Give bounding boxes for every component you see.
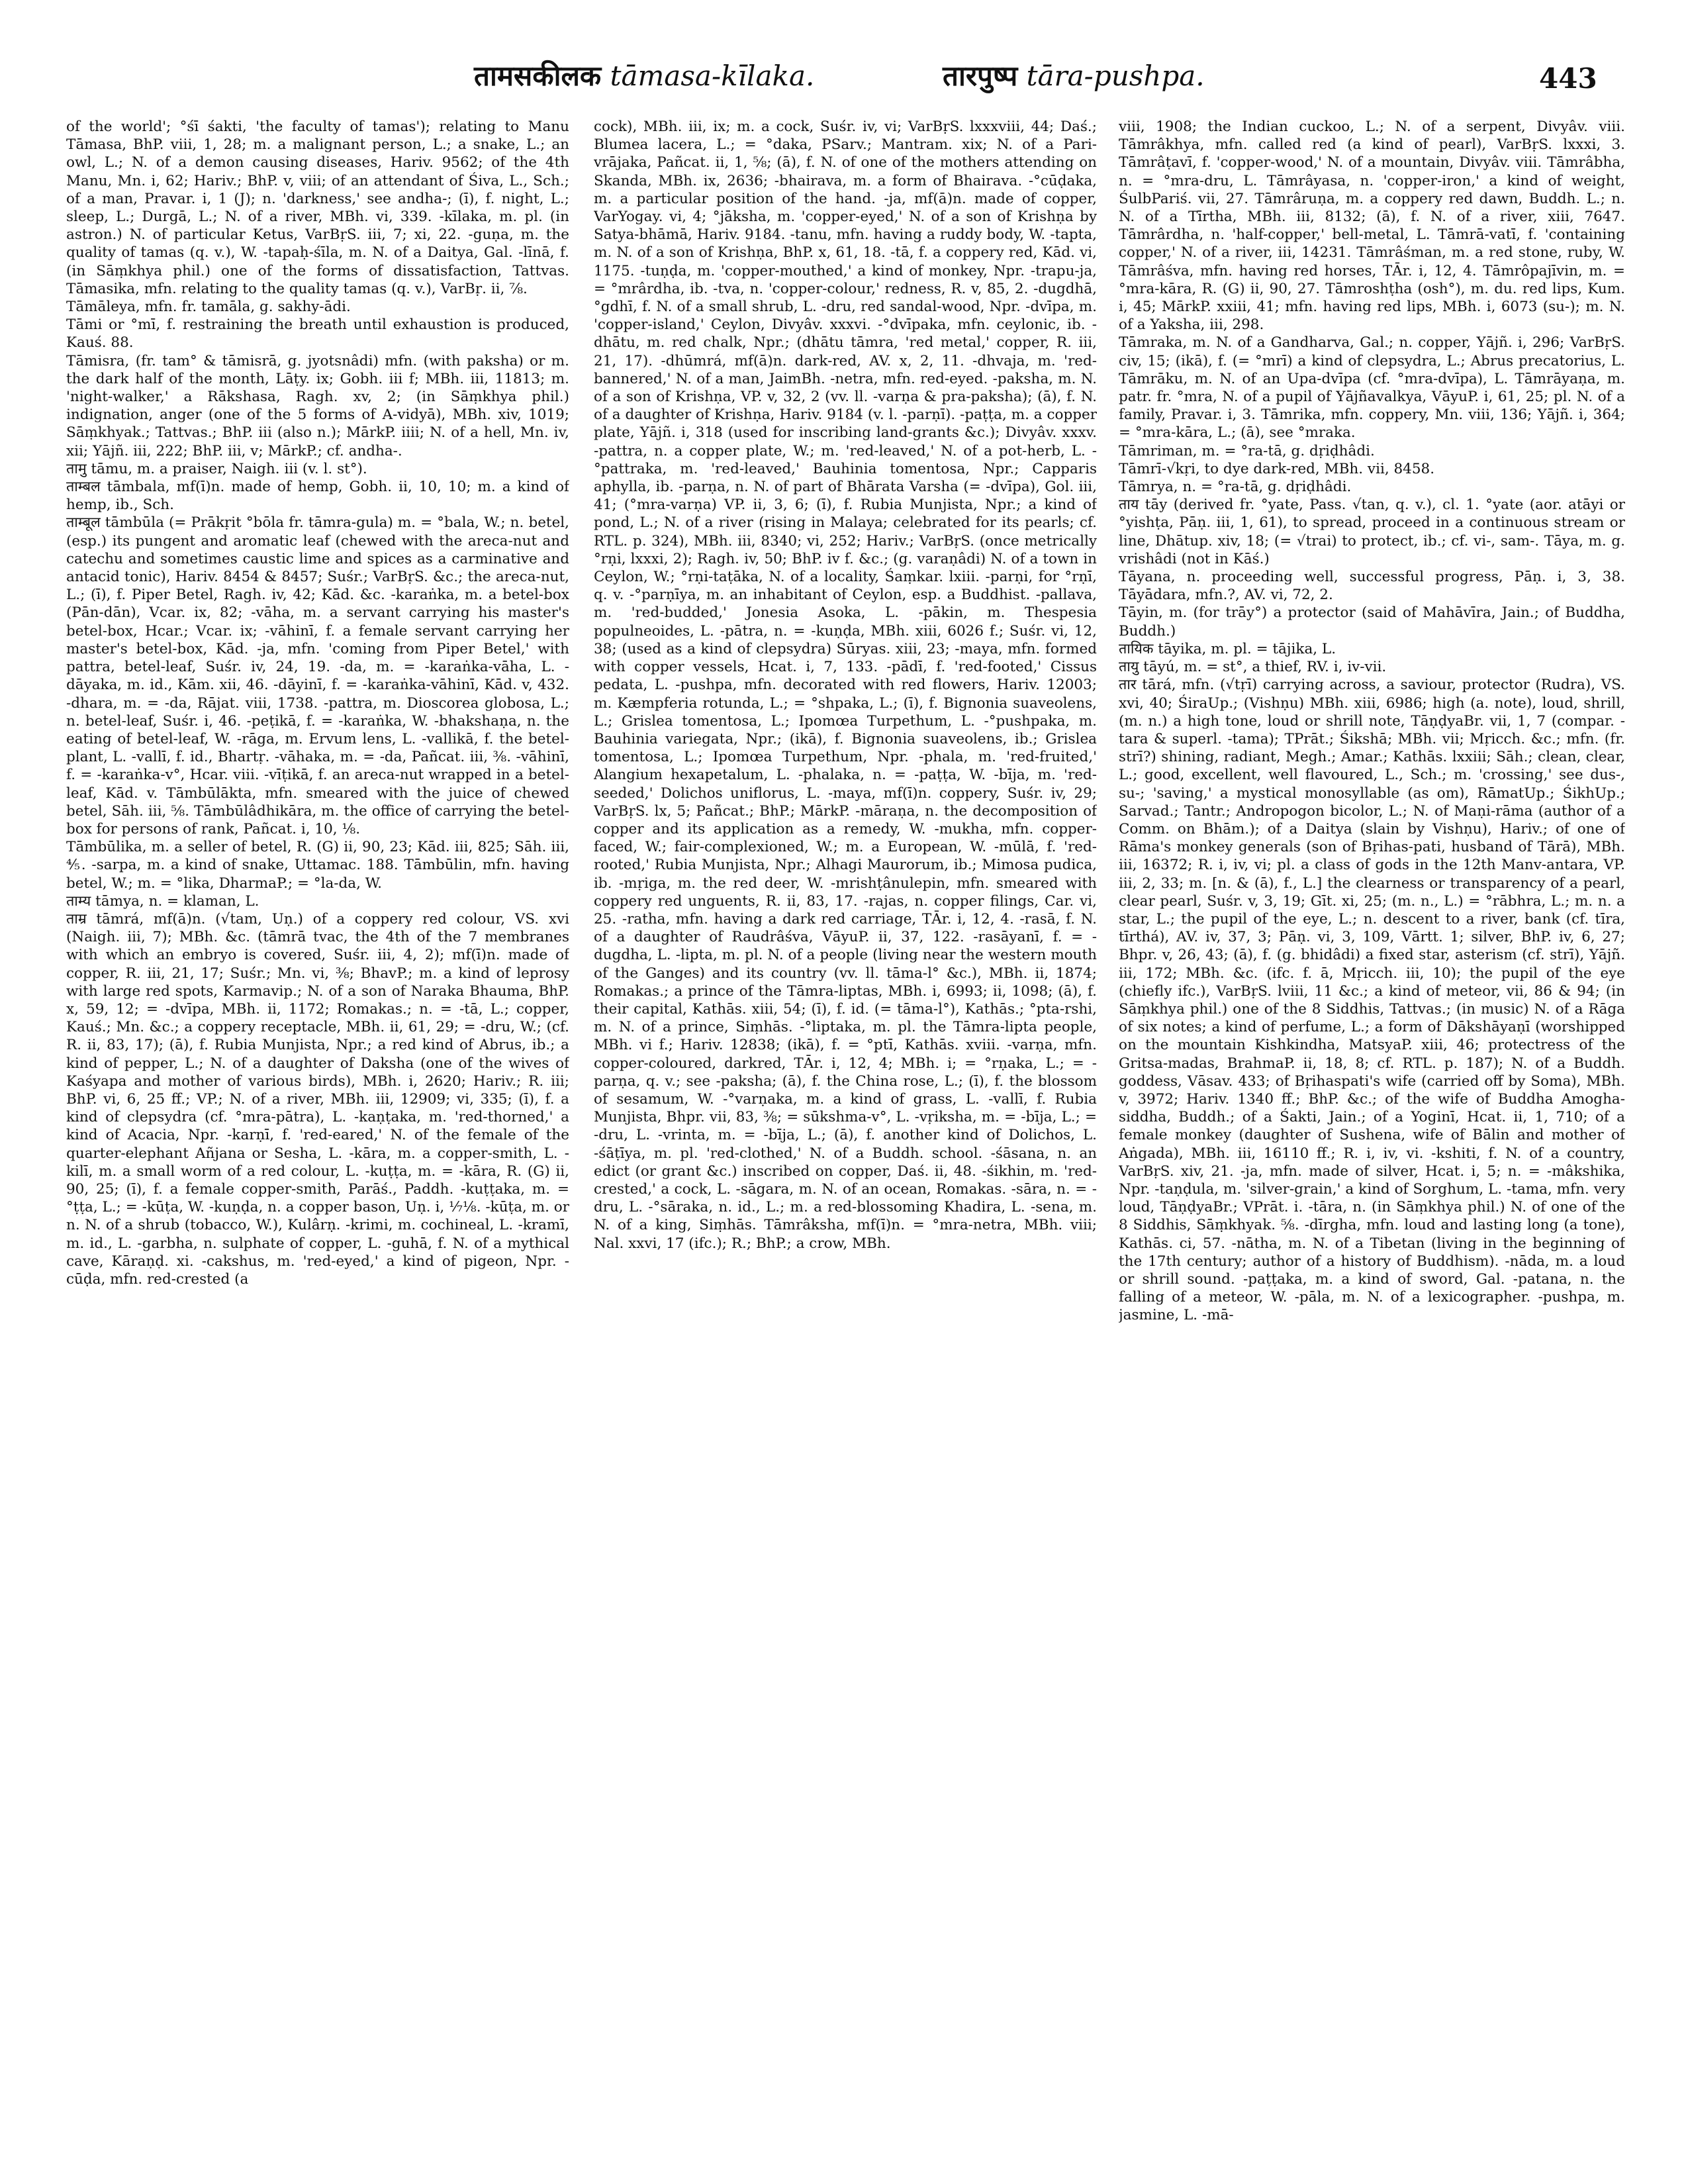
dictionary-entry: Tāyin, m. (for trāy°) a protector (said of Mahāvīra, Jain.; of Buddha, Buddh.) [1119, 604, 1625, 640]
header-left-devanagari: तामसकीलक [474, 60, 602, 92]
dictionary-entry: Tāmbūlika, m. a seller of betel, R. (G) ii, 90, 23; Kād. iii, 825; Sāh. iii, ⅘. -sarpa, m. a kind of snake, Uttamac. 188. Tāmbūlin, mfn. having betel, W.; m. = °lika, DharmaP.; = °la-da, W. [66, 839, 569, 892]
dictionary-entry: ताय tāy (derived fr. °yate, Pass. √tan, q. v.), cl. 1. °yate (aor. atāyi or °yishṭa, Pāṇ. iii, 1, 61), to spread, proceed in a continuous stream or line, Dhātup. xiv, 18; (= √trai) to protect, ib.; cf. vi-, sam-. Tāya, m. g. vrishâdi (not in Kāś.) [1119, 497, 1625, 567]
dictionary-entry: ताम्र tāmrá, mf(ā)n. (√tam, Uṇ.) of a coppery red colour, VS. xvi (Naigh. iii, 7); MBh. &c. (tāmrā tvac, the 4th of the 7 membranes with which an embryo is covered, Suśr. iii, 4, 2); mf(ī)n. made of copper, R. iii, 21, 17; Suśr.; Mn. vi, ⅜; BhavP.; m. a kind of leprosy with large red spots, Karmavip.; N. of a son of Naraka Bhauma, BhP. x, 59, 12; = -dvīpa, MBh. ii, 1172; Romakas.; n. = -tā, L.; copper, Kauś.; Mn. &c.; a coppery receptacle, MBh. ii, 61, 29; = -dru, W.; (cf. R. ii, 83, 17); (ā), f. Rubia Munjista, Npr.; a red kind of Abrus, ib.; a kind of pepper, L.; N. of a daughter of Daksha (one of the wives of Kaśyapa and mother of various birds), MBh. i, 2620; Hariv.; R. iii; BhP. vi, 6, 25 ff.; VP.; N. of a river, MBh. iii, 12909; vi, 335; (ī), f. a kind of clepsydra (cf. °mra-pātra), L. -kaṇṭaka, m. 'red-thorned,' a kind of Acacia, Npr. -karṇī, f. 'red-eared,' N. of the female of the quarter-elephant Añjana or Sesha, L. -kāra, m. a copper-smith, L. -kilī, m. a small worm of a red colour, L. -kuṭṭa, m. = -kāra, R. (G) ii, 90, 25; (ī), f. a female copper-smith, Parāś., Paddh. -kuṭṭaka, m. = °ṭṭa, L.; = -kūṭa, W. -kuṇḍa, n. a copper bason, Uṇ. i, ⅐⅛. -kūṭa, m. or n. N. of a shrub (tobacco, W.), Kulârṇ. -krimi, m. cochineal, L. -kramī, m. id., L. -garbha, n. sulphate of copper, L. -guhā, f. N. of a mythical cave, Kāraṇḍ. xi. -cakshus, m. 'red-eyed,' a kind of pigeon, Npr. -cūḍa, mfn. red-crested (a [66, 910, 569, 1288]
dictionary-entry: Tāmrya, n. = °ra-tā, g. dṛiḍhâdi. [1119, 479, 1352, 496]
dictionary-entry: ताम्बल tāmbala, mf(ī)n. made of hemp, Gobh. ii, 10, 10; m. a kind of hemp, ib., Sch. [66, 479, 569, 514]
dictionary-entry: ताम्बूल tāmbūla (= Prākṛit °bōla fr. tāmra-gula) m. = °bala, W.; n. betel, (esp.) its pungent and aromatic leaf (chewed with the areca-nut and catechu and sometimes caustic lime and spices as a carminative and antacid tonic), Hariv. 8454 & 8457; Suśr.; VarBṛS. &c.; the areca-nut, L.; (ī), f. Piper Betel, Ragh. iv, 42; Kād. &c. -karaṅka, m. a betel-box (Pān-dān), Vcar. ix, 82; -vāha, m. a servant carrying his master's betel-box, Hcar.; Vcar. ix; -vāhinī, f. a female servant carrying her master's betel-box, Kād. -ja, mfn. 'coming from Piper Betel,' with pattra, betel-leaf, Suśr. iv, 24, 19. -da, m. = -karaṅka-vāha, L. -dāyaka, m. id., Kām. xii, 46. -dāyinī, f. = -karaṅka-vāhinī, Kād. v, 432. -dhara, m. = -da, Rājat. viii, 1738. -pattra, m. Dioscorea globosa, L.; n. betel-leaf, Suśr. i, 46. -peṭikā, f. = -karaṅka, W. -bhakshaṇa, n. the eating of betel-leaf, W. -rāga, m. Ervum lens, L. -vallikā, f. the betel-plant, L. -vallī, f. id., Bhartṛ. -vāhaka, m. = -da, Pañcat. iii, ⅜. -vāhinī, f. = -karaṅka-v°, Hcar. viii. -vīṭikā, f. an areca-nut wrapped in a betel-leaf, Kād. v. Tāmbūlākta, mfn. smeared with the juice of chewed betel, Sāh. iii, ⅝. Tāmbūlâdhikāra, m. the office of carrying the betel-box for persons of rank, Pañcat. i, 10, ⅛. [66, 514, 569, 837]
dictionary-entry: ताम्य tāmya, n. = klaman, L. [66, 892, 259, 910]
dictionary-entry: Tāmrī-√kṛi, to dye dark-red, MBh. vii, 8458. [1119, 460, 1435, 477]
dictionary-entry: of the world'; °śī śakti, 'the faculty of tamas'); relating to Manu Tāmasa, BhP. viii, 1, 28; m. a malignant person, L.; a snake, L.; an owl, L.; N. of a demon causing diseases, Hariv. 9562; of the 4th Manu, Mn. i, 62; Hariv.; BhP. v, viii; of an attendant of Śiva, L., Sch.; of a man, Pravar. i, 1 (J); n. 'darkness,' see andha-; (ī), f. night, L.; sleep, L.; Durgā, L.; N. of a river, MBh. vi, 339. -kīlaka, m. pl. (in astron.) N. of particular Ketus, VarBṛS. iii, 7; xi, 22. -guṇa, m. the quality of tamas (q. v.), W. -tapaḥ-śīla, m. N. of a Daitya, Gal. -līnā, f. (in Sāṃkhya phil.) one of the forms of dissatisfaction, Tattvas. Tāmasika, mfn. relating to the quality tamas (q. v.), VarBṛ. ii, ⅞. [66, 119, 569, 297]
dictionary-entry: तायु tāyú, m. = st°, a thief, RV. i, iv-vii. [1119, 659, 1387, 676]
dictionary-entry: तायिक tāyika, m. pl. = tājika, L. [1119, 640, 1336, 657]
dictionary-entry: तार tārá, mfn. (√tṛī) carrying across, a saviour, protector (Rudra), VS. xvi, 40; ŚiraUp.; (Vishṇu) MBh. xiii, 6986; high (a. note), loud, shrill, (m. n.) a high tone, loud or shrill note, TāṇḍyaBr. vii, 1, 7 (compar. -tara & superl. -tama); TPrāt.; Śikshā; MBh. vii; Mṛicch. &c.; mfn. (fr. strī?) shining, radiant, Megh.; Amar.; Kathās. lxxiii; Sāh.; clean, clear, L.; good, excellent, well flavoured, L., Sch.; m. 'crossing,' see dus-, su-; 'saving,' a mystical monosyllable (as om), RāmatUp.; ŚikhUp.; Sarvad.; Tantr.; Andropogon bicolor, L.; N. of Maṇi-rāma (author of a Comm. on Bhām.); of a Daitya (slain by Vishṇu), Hariv.; of one of Rāma's monkey generals (son of Bṛihas-pati, husband of Tārā), MBh. iii, 16372; R. i, iv, vi; pl. a class of gods in the 12th Manv-antara, VP. iii, 2, 33; m. [n. & (ā), f., L.] the clearness or transparency of a pearl, clear pearl, Suśr. v, 3, 19; Gīt. xi, 25; (m. n., L.) = °rābhra, L.; m. n. a star, L.; the pupil of the eye, L.; n. descent to a river, bank (cf. tīra, tīrthá), AV. iv, 37, 3; Pāṇ. vi, 3, 109, Vārtt. 1; silver, BhP. iv, 6, 27; Bhpr. v, 26, 43; (ā), f. (g. bhidâdi) a fixed star, asterism (cf. strī), Yājñ. iii, 172; MBh. &c. (ifc. f. ā, Mṛicch. iii, 10); the pupil of the eye (chiefly ifc.), VarBṛS. lviii, 11 &c.; a kind of meteor, vii, 86 & 94; (in Sāṃkhya phil.) one of the 8 Siddhis, Tattvas.; (in music) N. of a Rāga of six notes; a kind of perfume, L.; a form of Dākshāyaṇī (worshipped on the mountain Kishkindha, MatsyaP. xiii, 46; protectress of the Gritsa-madas, BrahmaP. ii, 18, 8; cf. RTL. p. 187); N. of a Buddh. goddess, Vāsav. 433; of Bṛihaspati's wife (carried off by Soma), MBh. v, 3972; Hariv. 1340 ff.; BhP. &c.; of the wife of Buddha Amogha-siddha, Buddh.; of a Śakti, Jain.; of a Yoginī, Hcat. ii, 1, 710; of a female monkey (daughter of Sushena, wife of Bālin and mother of Aṅgada), MBh. iii, 16110 ff.; R. i, iv, vi. -kshiti, f. N. of a country, VarBṛS. xiv, 21. -ja, mfn. made of silver, Hcat. i, 5; n. = -mâkshika, Npr. -taṇḍula, m. 'silver-grain,' a kind of Sorghum, L. -tama, mfn. very loud, TāṇḍyaBr.; VPrāt. i. -tāra, n. (in Sāṃkhya phil.) N. of one of the 8 Siddhis, Sāṃkhyak. ⅝. -dīrgha, mfn. loud and lasting long (a tone), Kathās. ci, 57. -nātha, m. N. of a Tibetan (living in the beginning of the 17th century; author of a history of Buddhism). -nāda, m. a loud or shrill sound. -paṭṭaka, m. a kind of sword, Gal. -patana, n. the falling of a meteor, W. -pāla, m. N. of a lexicographer. -pushpa, m. jasmine, L. -mā- [1119, 677, 1625, 1324]
page-number: 443 [1539, 62, 1597, 95]
header-right-translit: tāra-pushpa. [1026, 60, 1205, 92]
column-2 [594, 118, 1097, 2157]
dictionary-entry: Tāmisra, (fr. tam° & tāmisrā, g. jyotsnâdi) mfn. (with paksha) or m. the dark half of the month, Lāṭy. ix; Gobh. iii f; MBh. iii, 11813; m. 'night-walker,' a Rākshasa, Ragh. xv, 2; (in Sāṃkhya phil.) indignation, anger (one of the 5 forms of A-vidyā), MBh. xiv, 1019; Sāṃkhyak.; Tattvas.; BhP. iii (also n.); MārkP. iiii; N. of a hell, Mn. iv, xii; Yājñ. iii, 222; BhP. iii, v; MārkP.; cf. andha-. [66, 352, 569, 459]
dictionary-entry: cock), MBh. iii, ix; m. a cock, Suśr. iv, vi; VarBṛS. lxxxviii, 44; Daś.; Blumea lacera, L.; = °daka, PSarv.; Mantram. xix; N. of a Pari-vrājaka, Pañcat. ii, 1, ⅝; (ā), f. N. of one of the mothers attending on Skanda, MBh. ix, 2636; -bhairava, m. a form of Bhairava. -°cūḍaka, m. a particular position of the hand. -ja, mf(ā)n. made of copper, VarYogay. vi, 4; °jāksha, m. 'copper-eyed,' N. of a son of Krishṇa by Satya-bhāmā, Hariv. 9184. -tanu, mfn. having a ruddy body, W. -tapta, m. N. of a son of Krishṇa, BhP. x, 61, 18. -tā, f. a coppery red, Kād. vi, 1175. -tuṇḍa, m. 'copper-mouthed,' a kind of monkey, Npr. -trapu-ja, = °mrârdha, ib. -tva, n. 'copper-colour,' redness, R. v, 85, 2. -dugdhā, °gdhī, f. N. of a small shrub, L. -dru, red sandal-wood, Npr. -dvīpa, m. 'copper-island,' Ceylon, Divyâv. xxxvi. -°dvīpaka, mfn. ceylonic, ib. -dhātu, m. red chalk, Npr.; (dhātu tāmra, 'red metal,' copper, R. iii, 21, 17). -dhūmrá, mf(ā)n. dark-red, AV. x, 2, 11. -dhvaja, m. 'red-bannered,' N. of a man, JaimBh. -netra, mfn. red-eyed. -paksha, m. N. of a son of Krishṇa, VP. v, 32, 2 (vv. ll. -varṇa & pra-paksha); (ā), f. N. of a daughter of Krishṇa, Hariv. 9184 (v. l. -parṇī). -paṭṭa, m. a copper plate, Yājñ. i, 318 (used for inscribing land-grants &c.); Divyâv. xxxv. -pattra, n. a copper plate, W.; m. 'red-leaved,' N. of a pot-herb, L. -°pattraka, m. 'red-leaved,' Bauhinia tomentosa, Npr.; Capparis aphylla, ib. -parṇa, n. N. of part of Bhārata Varsha (= -dvīpa), Gol. iii, 41; (°mra-varṇa) VP. ii, 3, 6; (ī), f. Rubia Munjista, Npr.; a kind of pond, L.; N. of a river (rising in Malaya; celebrated for its pearls; cf. RTL. p. 324), MBh. iii, 8340; vi, 252; Hariv.; VarBṛS. (once metrically °rṇi, lxxxi, 2); Ragh. iv, 50; BhP. iv f. &c.; (g. varaṇâdi) N. of a town in Ceylon, W.; °rṇi-taṭāka, N. of a locality, Śaṃkar. lxiii. -parṇi, for °rṇī, q. v. -°parṇīya, m. an inhabitant of Ceylon, esp. a Buddhist. -pallava, m. 'red-budded,' Jonesia Asoka, L. -pākin, m. Thespesia populneoides, L. -pātra, n. = -kuṇḍa, MBh. xiii, 6026 f.; Suśr. vi, 12, 38; (used as a kind of clepsydra) Sūryas. xiii, 23; -maya, mfn. formed with copper vessels, Hcat. i, 7, 133. -pādī, f. 'red-footed,' Cissus pedata, L. -pushpa, mfn. decorated with red flowers, Hariv. 12003; m. Kæmpferia rotunda, L.; = °shpaka, L.; (ī), f. Bignonia suaveolens, L.; Grislea tomentosa, L.; Ipomœa Turpethum, L. -°pushpaka, m. Bauhinia variegata, Npr.; (ikā), f. Bignonia suaveolens, ib.; Grislea tomentosa, L.; Ipomœa Turpethum, Npr. -phala, m. 'red-fruited,' Alangium hexapetalum, L. -phalaka, n. = -paṭṭa, W. -bīja, m. 'red-seeded,' Dolichos uniflorus, L. -maya, mf(ī)n. coppery, Suśr. iv, 29; VarBṛS. lx, 5; Pañcat.; BhP.; MārkP. -māraṇa, n. the decomposition of copper and its application as a remedy, W. -mukha, mfn. copper-faced, W.; fair-complexioned, W.; m. a European, W. -mūlā, f. 'red-rooted,' Rubia Munjista, Npr.; Alhagi Maurorum, ib.; Mimosa pudica, ib. -mṛiga, m. the red deer, W. -mrishṭânulepin, mfn. smeared with coppery red unguents, R. ii, 83, 17. -rajas, n. copper filings, Car. vi, 25. -ratha, mfn. having a dark red carriage, TĀr. i, 12, 4. -rasā, f. N. of a daughter of Raudrâśva, VāyuP. ii, 37, 122. -rasāyanī, f. = -dugdha, L. -lipta, m. pl. N. of a people (living near the western mouth of the Ganges) and its country (vv. ll. tāma-l° &c.), MBh. ii, 1874; Romakas.; a prince of the Tāmra-liptas, MBh. i, 6993; ii, 1098; (ā), f. their capital, Kathās. xiii, 54; (ī), f. id. (= tāma-l°), Kathās.; °pta-rshi, m. N. of a prince, Siṃhās. -°liptaka, m. pl. the Tāmra-lipta people, MBh. vi f.; Hariv. 12838; (ikā), f. = °ptī, Kathās. xviii. -varṇa, mfn. copper-coloured, darkred, TĀr. i, 12, 4; MBh. i; = °rṇaka, L.; = -parṇa, q. v.; see -paksha; (ā), f. the China rose, L.; (ī), f. the blossom of sesamum, W. -°varṇaka, m. a kind of grass, L. -vallī, f. Rubia Munjista, Bhpr. vii, 83, ⅜; = sūkshma-v°, L. -vṛiksha, m. = -bīja, L.; = -dru, L. -vrinta, m. = -bīja, L.; (ā), f. another kind of Dolichos, L. -śāṭīya, m. pl. 'red-clothed,' N. of a Buddh. school. -śāsana, n. an edict (or grant &c.) inscribed on copper, Daś. ii, 48. -śikhin, m. 'red-crested,' a cock, L. -sāgara, m. N. of an ocean, Romakas. -sāra, n. = -dru, L. -°sāraka, n. id., L.; m. a red-blossoming Khadira, L. -sena, m. N. of a king, Siṃhās. Tāmrâksha, mf(ī)n. = °mra-netra, MBh. viii; Nal. xxvi, 17 (ifc.); R.; BhP.; a crow, MBh. [594, 119, 1097, 1252]
header-left-translit: tāmasa-kīlaka. [610, 60, 815, 92]
column-1 [66, 118, 569, 2157]
column-3 [1119, 118, 1625, 2157]
running-header-right [943, 61, 1205, 91]
dictionary-entry: Tāmāleya, mfn. fr. tamāla, g. sakhy-ādi. [66, 299, 351, 316]
dictionary-entry: Tāmriman, m. = °ra-tā, g. dṛiḍhâdi. [1119, 442, 1375, 459]
dictionary-entry: Tāmraka, m. N. of a Gandharva, Gal.; n. copper, Yājñ. i, 296; VarBṛS. civ, 15; (ikā), f. (= °mrī) a kind of clepsydra, L.; Abrus precatorius, L. Tāmrāku, m. N. of an Upa-dvīpa (cf. °mra-dvīpa), L. Tāmrāyaṇa, m. patr. fr. °mra, N. of a pupil of Yājñavalkya, VāyuP. i, 61, 25; pl. N. of a family, Pravar. i, 3. Tāmrika, mfn. coppery, Mn. viii, 136; Yājñ. i, 364; = °mra-kāra, L.; (ā), see °mraka. [1119, 334, 1625, 442]
dictionary-entry: Tāmi or °mī, f. restraining the breath until exhaustion is produced, Kauś. 88. [66, 316, 569, 352]
dictionary-entry: Tāyana, n. proceeding well, successful progress, Pāṇ. i, 3, 38. Tāyādara, mfn.?, AV. vi, 72, 2. [1119, 569, 1625, 604]
dictionary-entry: तामु tāmu, m. a praiser, Naigh. iii (v. l. st°). [66, 460, 367, 477]
dictionary-entry: viii, 1908; the Indian cuckoo, L.; N. of a serpent, Divyâv. viii. Tāmrâkhya, mfn. called red (a kind of pearl), VarBṛS. lxxxi, 3. Tāmrâṭavī, f. 'copper-wood,' N. of a mountain, Divyâv. viii. Tāmrâbha, n. = °mra-dru, L. Tāmrâyasa, n. 'copper-iron,' a kind of weight, ŚulbPariś. vii, 27. Tāmrâruṇa, m. a coppery red dawn, Buddh. L.; n. N. of a Tīrtha, MBh. iii, 8132; (ā), f. N. of a river, xiii, 7647. Tāmrârdha, n. 'half-copper,' bell-metal, L. Tāmrā-vatī, f. 'containing copper,' N. of a river, iii, 14231. Tāmrâśman, m. a red stone, ruby, W. Tāmrâśva, mfn. having red horses, TĀr. i, 12, 4. Tāmrôpajīvin, m. = °mra-kāra, R. (G) ii, 90, 27. Tāmroshṭha (osh°), m. du. red lips, Kum. i, 45; MārkP. xxiii, 41; mfn. having red lips, MBh. i, 6073 (su-); m. N. of a Yaksha, iii, 298. [1119, 119, 1625, 334]
header-right-devanagari: तारपुष्प [943, 60, 1018, 92]
running-header-left [474, 61, 814, 91]
